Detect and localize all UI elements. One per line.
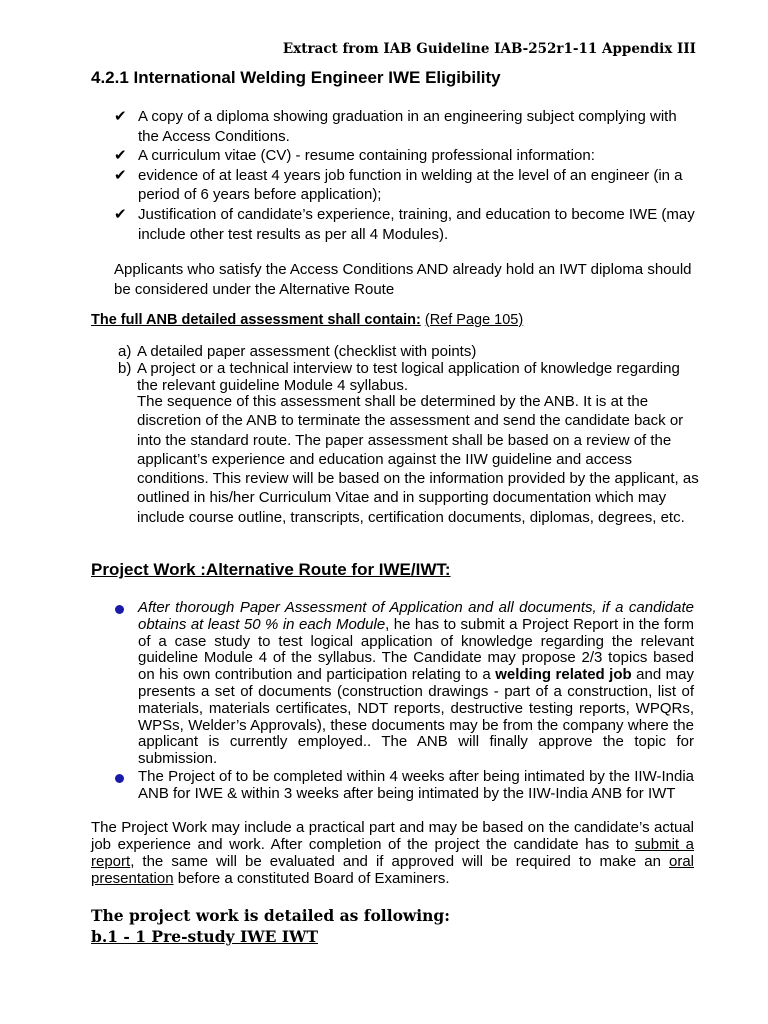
list-item: ✔ A copy of a diploma showing graduation in an engineering subject complying with the Access Conditions. [114, 108, 677, 145]
anb-assessment-heading: The full ANB detailed assessment shall contain: (Ref Page 105) [91, 312, 524, 328]
project-detailed-heading: The project work is detailed as following: [91, 906, 450, 925]
submit-report-text: submit a report [91, 836, 694, 870]
check-icon: ✔ [114, 147, 127, 165]
project-work-paragraph: The Project Work may include a practical part and may be based on the candidate’s actual job experience and work. After completion of the project the candidate has to submit a report, the same will be evaluated and if approved will be required to make an oral presentation before a constituted Board of Examiners. [91, 819, 694, 887]
bullet-icon [115, 774, 124, 783]
list-item: ✔ Justification of candidate’s experience, training, and education to become IWE (may include other test results as per all 4 Modules). [114, 205, 695, 243]
header-extract: Extract from IAB Guideline IAB-252r1-11 Appendix III [282, 41, 696, 57]
oral-presentation-text: oral presentation [91, 853, 694, 887]
check-icon: ✔ [114, 205, 127, 223]
section-title: 4.2.1 International Welding Engineer IWE Eligibility [91, 68, 501, 87]
project-work-heading: Project Work :Alternative Route for IWE/IWT: [91, 560, 451, 579]
bullet-icon [115, 605, 124, 614]
list-item: a) A detailed paper assessment (checklist with points) [118, 343, 477, 360]
check-icon: ✔ [114, 108, 127, 125]
list-item: The Project of to be completed within 4 weeks after being intimated by the IIW-India ANB for IWE & within 3 weeks after being intimated by the IIW-India ANB for IWT [114, 769, 694, 803]
ref-page: (Ref Page 105) [424, 312, 524, 328]
project-bullets [114, 600, 694, 803]
prestudy-heading: b.1 - 1 Pre-study IWE IWT [91, 927, 318, 946]
list-item: After thorough Paper Assessment of Application and all documents, if a candidate obtains at least 50 % in each Module, he has to submit a Project Report in the form of a case study to test logical application of knowledge regarding the relevant guideline Module 4 of the syllabus. The Candidate may propose 2/3 topics based on his own contribution and participation relating to a welding related job and may presents a set of documents (construction drawings - part of a construction, list of materials, materials certificates, NDT reports, destructive testing reports, WPQRs, WPSs, Welder’s Approvals), these documents may be from the company where the applicant is currently employed.. The ANB will finally approve the topic for submission. [114, 600, 694, 768]
list-item: b) A project or a technical interview to test logical application of knowledge regarding the relevant guideline Module 4 syllabus. [118, 360, 680, 394]
list-item: ✔ A curriculum vitae (CV) - resume containing professional information: [114, 147, 595, 165]
sequence-paragraph: The sequence of this assessment shall be determined by the ANB. It is at the discretion of the ANB to terminate the assessment and send the candidate back or into the standard route. The paper assessment shall be based on a review of the applicant’s experience and education against the IIW guideline and access conditions. This review will be based on the information provided by the applicant, as outlined in his/her Curriculum Vitae and in supporting documentation which may include course outline, transcripts, certification documents, diplomas, degrees, etc. [137, 393, 699, 526]
anb-assessment-list [118, 343, 698, 394]
eligibility-checklist [114, 107, 699, 244]
check-icon: ✔ [114, 166, 127, 184]
applicants-paragraph: Applicants who satisfy the Access Conditions AND already hold an IWT diploma should be considered under the Alternative Route [114, 261, 692, 298]
list-item: ✔ evidence of at least 4 years job function in welding at the level of an engineer (in a period of 6 years before application); [114, 166, 683, 204]
